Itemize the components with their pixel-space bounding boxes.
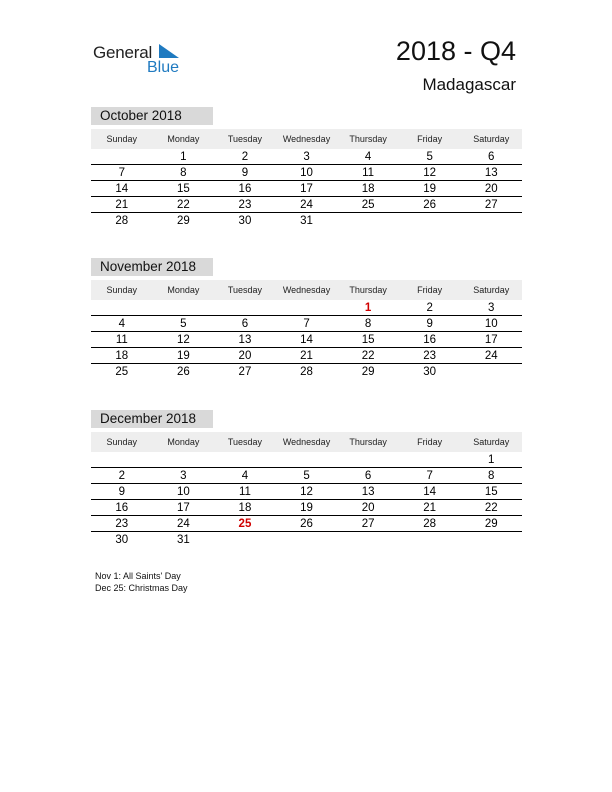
day-cell: 28 [300,366,313,378]
holiday-note: Dec 25: Christmas Day [95,583,188,593]
day-cell: 12 [176,334,190,346]
weekday-header: Tuesday [227,134,263,144]
weekday-header: Saturday [473,285,510,295]
day-cell: 22 [484,502,498,514]
week-row [91,348,522,364]
day-cell: 7 [426,470,433,482]
day-cell: 28 [115,215,129,227]
weekday-header: Sunday [106,437,138,447]
day-cell: 19 [176,350,190,362]
weekday-header: Thursday [349,437,387,447]
day-cell: 6 [241,318,249,330]
holiday-day-cell: 1 [364,302,372,314]
day-cell: 27 [484,199,498,211]
day-cell: 23 [115,518,129,530]
week-row [91,532,522,548]
day-cell: 11 [115,334,128,346]
month-label: November 2018 [91,258,213,276]
day-cell: 10 [484,318,498,330]
week-row [91,181,522,197]
day-cell: 13 [484,167,498,179]
weekday-header: Monday [167,285,200,295]
weekday-header: Monday [167,437,200,447]
day-cell: 10 [176,486,190,498]
weekday-header: Thursday [349,285,387,295]
day-cell: 29 [176,215,190,227]
week-row [91,332,522,348]
day-cell [399,452,461,467]
weekday-header: Friday [417,134,443,144]
week-row [91,468,522,484]
day-cell: 23 [238,199,252,211]
day-cell: 19 [423,183,437,195]
day-cell: 30 [115,534,129,546]
weekday-header: Sunday [106,134,138,144]
day-cell: 20 [484,183,498,195]
weekday-header: Wednesday [282,437,331,447]
day-cell: 15 [361,334,375,346]
day-cell: 21 [115,199,129,211]
day-cell: 2 [426,302,433,314]
weekday-header: Wednesday [282,285,331,295]
month-block [91,258,522,380]
day-cell: 21 [300,350,313,362]
weekday-header-row [91,129,522,149]
day-cell: 18 [115,350,129,362]
page-title: 2018 - Q4 [395,36,516,66]
month-label: October 2018 [91,107,213,125]
day-cell: 14 [115,183,129,195]
day-cell: 6 [364,470,372,482]
day-cell: 1 [488,454,495,466]
day-cell: 16 [423,334,437,346]
day-cell: 7 [118,167,125,179]
day-cell: 28 [423,518,437,530]
month-block [91,410,522,548]
day-cell: 27 [238,366,252,378]
day-cell: 5 [180,318,187,330]
holiday-note: Nov 1: All Saints' Day [95,571,181,581]
day-cell: 17 [484,334,498,346]
day-cell: 18 [238,502,252,514]
day-cell: 31 [176,534,190,546]
week-row [91,452,522,468]
country-name: Madagascar [422,75,516,94]
weekday-header: Sunday [106,285,138,295]
day-cell: 5 [303,470,310,482]
week-row [91,500,522,516]
day-cell: 24 [176,518,190,530]
day-cell [337,532,399,548]
day-cell: 3 [180,470,187,482]
week-row [91,484,522,500]
day-cell: 4 [118,318,125,330]
weekday-header: Tuesday [227,437,263,447]
day-cell [153,452,215,467]
weekday-header: Saturday [473,134,510,144]
day-cell: 30 [238,215,252,227]
day-cell: 21 [423,502,437,514]
day-cell [399,532,461,548]
day-cell: 10 [300,167,313,179]
day-cell: 14 [300,334,313,346]
day-cell: 22 [176,199,190,211]
day-cell: 12 [300,486,313,498]
day-cell: 26 [300,518,313,530]
day-cell [214,300,276,315]
day-cell: 7 [303,318,310,330]
week-row [91,516,522,532]
week-row [91,300,522,316]
day-cell: 27 [361,518,375,530]
month-block [91,107,522,229]
weekday-header-row [91,280,522,300]
day-cell [91,300,153,315]
day-cell: 12 [423,167,437,179]
day-cell: 8 [364,318,372,330]
day-cell: 20 [361,502,375,514]
brand-general-text: General [93,43,153,62]
day-cell: 13 [238,334,252,346]
day-cell: 1 [180,151,187,163]
day-cell [460,213,522,229]
day-cell: 2 [118,470,125,482]
day-cell: 15 [484,486,498,498]
day-cell: 26 [423,199,437,211]
day-cell: 3 [303,151,310,163]
day-cell: 29 [484,518,498,530]
day-cell: 11 [362,167,375,179]
day-cell: 9 [241,167,249,179]
weekday-header: Tuesday [227,285,263,295]
day-cell: 23 [423,350,437,362]
day-cell [214,532,276,548]
week-row [91,213,522,229]
holiday-notes [95,570,188,594]
day-cell: 16 [115,502,129,514]
week-row [91,364,522,380]
weekday-header: Friday [417,437,443,447]
day-cell: 24 [484,350,498,362]
week-row [91,149,522,165]
brand-blue-text: Blue [147,59,180,76]
day-cell: 25 [361,199,375,211]
day-cell [276,532,338,548]
day-cell: 11 [238,486,251,498]
day-cell: 17 [176,502,190,514]
day-cell: 15 [176,183,190,195]
day-cell: 29 [361,366,375,378]
day-cell: 5 [426,151,433,163]
day-cell [460,364,522,380]
day-cell: 6 [488,151,495,163]
brand-logo [93,40,193,80]
day-cell: 18 [361,183,375,195]
day-cell [399,213,461,229]
holiday-day-cell: 25 [238,518,252,530]
week-row [91,316,522,332]
day-cell [337,213,399,229]
day-cell: 8 [180,167,187,179]
day-cell [153,300,215,315]
day-cell: 31 [300,215,313,227]
day-cell: 8 [488,470,495,482]
day-cell [91,149,153,164]
day-cell: 14 [423,486,437,498]
day-cell: 3 [488,302,495,314]
day-cell: 4 [364,151,372,163]
day-cell: 22 [361,350,375,362]
day-cell [91,452,153,467]
weekday-header: Wednesday [282,134,331,144]
day-cell: 9 [426,318,433,330]
day-cell: 25 [115,366,129,378]
weekday-header: Thursday [349,134,387,144]
day-cell: 4 [241,470,249,482]
day-cell [214,452,276,467]
weekday-header: Monday [167,134,200,144]
day-cell: 30 [423,366,437,378]
day-cell: 20 [238,350,252,362]
day-cell: 9 [118,486,125,498]
day-cell [276,300,338,315]
day-cell: 13 [361,486,375,498]
weekday-header-row [91,432,522,452]
day-cell [460,532,522,548]
month-label: December 2018 [91,410,213,428]
day-cell: 16 [238,183,252,195]
day-cell: 26 [176,366,190,378]
day-cell [337,452,399,467]
day-cell: 19 [300,502,313,514]
day-cell: 17 [300,183,313,195]
day-cell: 24 [300,199,313,211]
logo-flag-icon [159,44,179,58]
week-row [91,197,522,213]
weekday-header: Saturday [473,437,510,447]
week-row [91,165,522,181]
day-cell: 2 [241,151,249,163]
weekday-header: Friday [417,285,443,295]
day-cell [276,452,338,467]
